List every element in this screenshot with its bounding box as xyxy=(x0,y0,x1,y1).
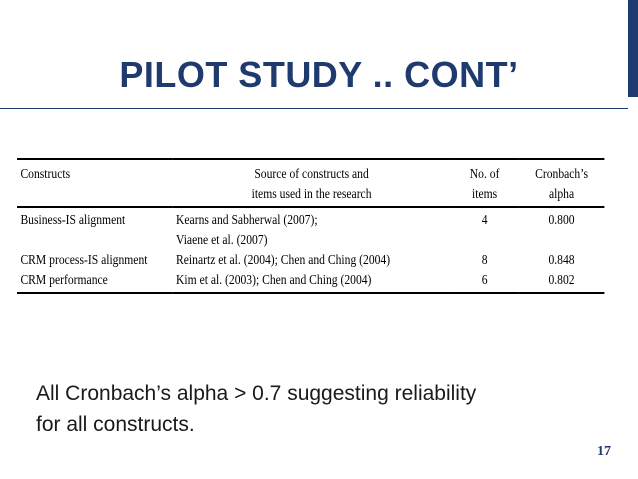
constructs-table xyxy=(17,158,604,294)
slide-title: PILOT STUDY .. CONT’ xyxy=(119,54,519,95)
row-items: 8 xyxy=(481,252,488,267)
row-construct: Business-IS alignment xyxy=(20,212,126,227)
row-items: 4 xyxy=(481,212,488,227)
row-source: Kim et al. (2003); Chen and Ching (2004) xyxy=(173,270,451,293)
table-row xyxy=(17,270,604,293)
summary-text xyxy=(36,378,596,440)
row-items: 6 xyxy=(451,270,519,293)
row-source: Kearns and Sabherwal (2007); Viaene et al. (2007) xyxy=(176,212,318,247)
table-header-row xyxy=(17,159,604,207)
row-construct: CRM performance xyxy=(17,270,173,293)
page-number: 17 xyxy=(597,444,611,459)
header-items: No. of items xyxy=(451,159,519,207)
row-alpha: 0.802 xyxy=(519,270,605,293)
table-row xyxy=(17,207,604,250)
summary-line-1: All Cronbach’s alpha > 0.7 suggesting reliability xyxy=(36,382,477,405)
row-alpha: 0.848 xyxy=(548,252,575,267)
constructs-table-container xyxy=(17,158,588,294)
table-row xyxy=(17,250,604,270)
header-source: Source of constructs and items used in the research xyxy=(173,159,451,207)
row-construct: CRM process-IS alignment xyxy=(20,252,148,267)
header-alpha: Cronbach’s alpha xyxy=(519,159,605,207)
row-alpha: 0.800 xyxy=(548,212,575,227)
header-constructs: Constructs xyxy=(17,159,173,207)
title-divider xyxy=(0,108,628,109)
summary-line-2: for all constructs. xyxy=(36,413,195,436)
row-source: Reinartz et al. (2004); Chen and Ching (2004) xyxy=(176,252,391,267)
